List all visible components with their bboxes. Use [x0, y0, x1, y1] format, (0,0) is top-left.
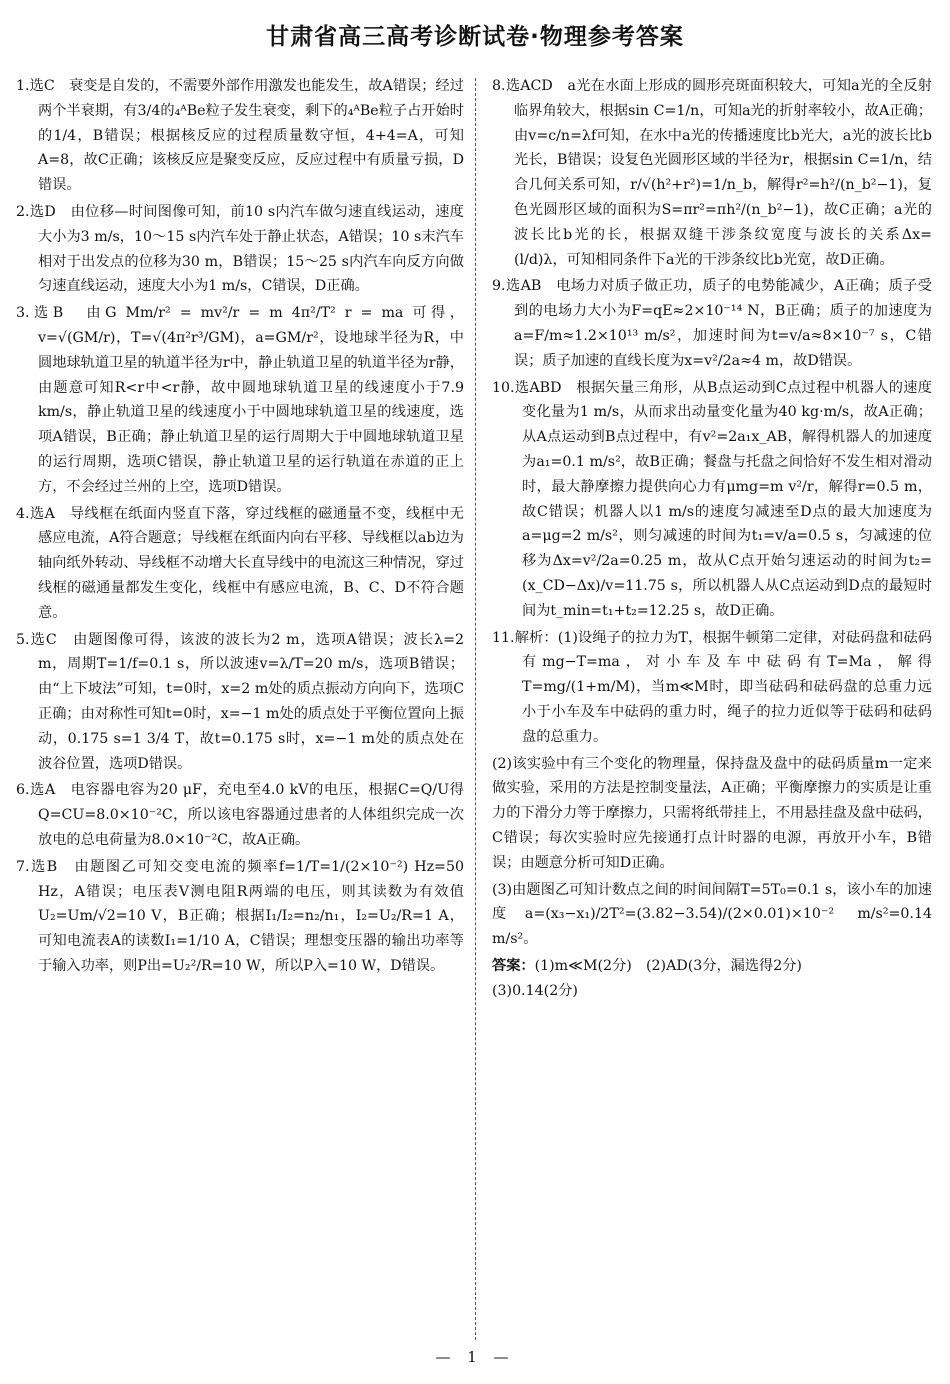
left-column	[16, 74, 464, 981]
answer-label: 答案：	[492, 957, 535, 974]
answer-item-7: 7.选B 由题图乙可知交变电流的频率f=1/T=1/(2×10⁻²) Hz=50 Hz，A错误；电压表V测电阻R两端的电压，则其读数为有效值U₂=Um/√2=10 V，B正确；根据I₁/I₂=n₂/n₁，I₂=U₂/R=1 A，可知电流表A的读数I₁=1/10 A，C错误；理想变压器的输出功率等于输入功率，则P出=U₂²/R=10 W，所以P入=10 W，D错误。	[16, 858, 464, 974]
right-column	[492, 74, 932, 1003]
answer-item-4: 4.选A 导线框在纸面内竖直下落，穿过线框的磁通量不变，线框中无感应电流，A符合题意；导线框在纸面内向右平移、导线框以ab边为轴向纸外转动、导线框不动增大长直导线中的电流这三种情况，穿过线框的磁通量都发生变化，线框中有感应电流，B、C、D不符合题意。	[16, 505, 464, 621]
answer-item-3: 3.选B 由G Mm/r² = mv²/r = m 4π²/T² r = ma 可得，v=√(GM/r)，T=√(4π²r³/GM)，a=GM/r²，设地球半径为R，中圆地球轨道卫星的轨道半径为r中，静止轨道卫星的轨道半径为r静，由题意可知R<r中<r静，故中圆地球轨道卫星的线速度小于7.9 km/s，静止轨道卫星的线速度小于中圆地球轨道卫星的线速度，选项A错误，B正确；静止轨道卫星的运行周期大于中圆地球轨道卫星的运行周期，选项C错误，静止轨道卫星的运行轨道在赤道的正上方，不会经过兰州的上空，选项D错误。	[16, 305, 464, 495]
answer-item-6: 6.选A 电容器电容为20 μF，充电至4.0 kV的电压，根据C=Q/U得Q=CU=8.0×10⁻²C，所以该电容器通过患者的人体组织完成一次放电的总电荷量为8.0×10⁻²C，故A正确。	[16, 782, 464, 848]
page-number: — 1 —	[435, 1348, 515, 1366]
column-divider	[475, 78, 476, 1340]
answer-item-8: 8.选ACD a光在水面上形成的圆形亮斑面积较大，可知a光的全反射临界角较大，根据sin C=1/n，可知a光的折射率较小，故A正确；由v=c/n=λf可知，在水中a光的传播速度比b光大，a光的波长比b光长，B错误；设复色光圆形区域的半径为r，根据sin C=1/n，结合几何关系可知，r/√(h²+r²)=1/n_b，解得r²=h²/(n_b²−1)，复色光圆形区域的面积为S=πr²=πh²/(n_b²−1)，故C正确；a光的波长比b光的长，根据双缝干涉条纹宽度与波长的关系Δx=(l/d)λ，可知相同条件下a光的干涉条纹比b光宽，故D正确。	[492, 78, 932, 268]
answer-item-9: 9.选AB 电场力对质子做正功，质子的电势能减少，A正确；质子受到的电场力大小为F=qE≈2×10⁻¹⁴ N，B正确；质子的加速度为a=F/m≈1.2×10¹³ m/s²，加速时间为t=v/a≈8×10⁻⁷ s，C错误；质子加速的直线长度为x=v²/2a≈4 m，故D错误。	[492, 278, 932, 369]
q11-part-2: (2)该实验中有三个变化的物理量，保持盘及盘中的砝码质量m一定来做实验，采用的方法是控制变量法，A正确；平衡摩擦力的实质是让重力的下滑分力等于摩擦力，只需将纸带挂上，不用悬挂盘及盘中砝码，C错误；每次实验时应先接通打点计时器的电源，再放开小车，B错误；由题意分析可知D正确。	[492, 755, 932, 871]
answer-item-1: 1.选C 衰变是自发的，不需要外部作用激发也能发生，故A错误；经过两个半衰期，有3/4的₄ᴬBe粒子发生衰变，剩下的₄ᴬBe粒子占开始时的1/4，B错误；根据核反应的过程质量数守恒，4+4=A，可知A=8，故C正确；该核反应是聚变反应，反应过程中有质量亏损，D错误。	[16, 78, 464, 194]
page-title: 甘肃省高三高考诊断试卷·物理参考答案	[266, 24, 684, 50]
answer-item-10: 10.选ABD 根据矢量三角形，从B点运动到C点过程中机器人的速度变化量为1 m/s，从而求出动量变化量为40 kg·m/s，故A正确；从A点运动到B点过程中，有v²=2a₁x_AB，解得机器人的加速度为a₁=0.1 m/s²，故B正确；餐盘与托盘之间恰好不发生相对滑动时，最大静摩擦力提供向心力有μmg=m v²/r，解得r=0.5 m，故C错误；机器人以1 m/s的速度匀减速至D点的最大加速度为a=μg=2 m/s²，则匀减速的时间为t₁=v/a=0.5 s，匀减速的位移为Δx=v²/2a=0.25 m，故从C点开始匀速运动的时间为t₂=(x_CD−Δx)/v=11.75 s，所以机器人从C点运动到D点的最短时间为t_min=t₁+t₂=12.25 s，故D正确。	[492, 379, 932, 619]
final-answer	[492, 954, 932, 979]
answer-line-2: (3)0.14(2分)	[492, 982, 578, 999]
answer-item-11: 11.解析：(1)设绳子的拉力为T，根据牛顿第二定律，对砝码盘和砝码有mg−T=ma，对小车及车中砝码有T=Ma，解得T=mg/(1+m/M)，当m≪M时，即当砝码和砝码盘的总重力远小于小车及车中砝码的重力时，绳子的拉力近似等于砝码和砝码盘的总重力。	[492, 629, 932, 745]
answer-line-1: (1)m≪M(2分) (2)AD(3分，漏选得2分)	[534, 957, 802, 974]
q11-part-3: (3)由题图乙可知计数点之间的时间间隔T=5T₀=0.1 s，该小车的加速度a=(x₃−x₁)/2T²=(3.82−3.54)/(2×0.01)×10⁻² m/s²=0.14 m/s²。	[492, 881, 932, 948]
answer-item-5: 5.选C 由题图像可得，该波的波长为2 m，选项A错误；波长λ=2 m，周期T=1/f=0.1 s，所以波速v=λ/T=20 m/s，选项B错误；由“上下坡法”可知，t=0时，x=2 m处的质点振动方向向下，选项C正确；由对称性可知t=0时，x=−1 m处的质点处于平衡位置向上振动，0.175 s=1 3/4 T，故t=0.175 s时，x=−1 m处的质点处在波谷位置，选项D错误。	[16, 631, 464, 772]
answer-item-2: 2.选D 由位移—时间图像可知，前10 s内汽车做匀速直线运动，速度大小为3 m/s，10～15 s内汽车处于静止状态，A错误；10 s末汽车相对于出发点的位移为30 m，B错误；15～25 s内汽车向反方向做匀速直线运动，速度大小为1 m/s，C错误，D正确。	[16, 203, 464, 295]
